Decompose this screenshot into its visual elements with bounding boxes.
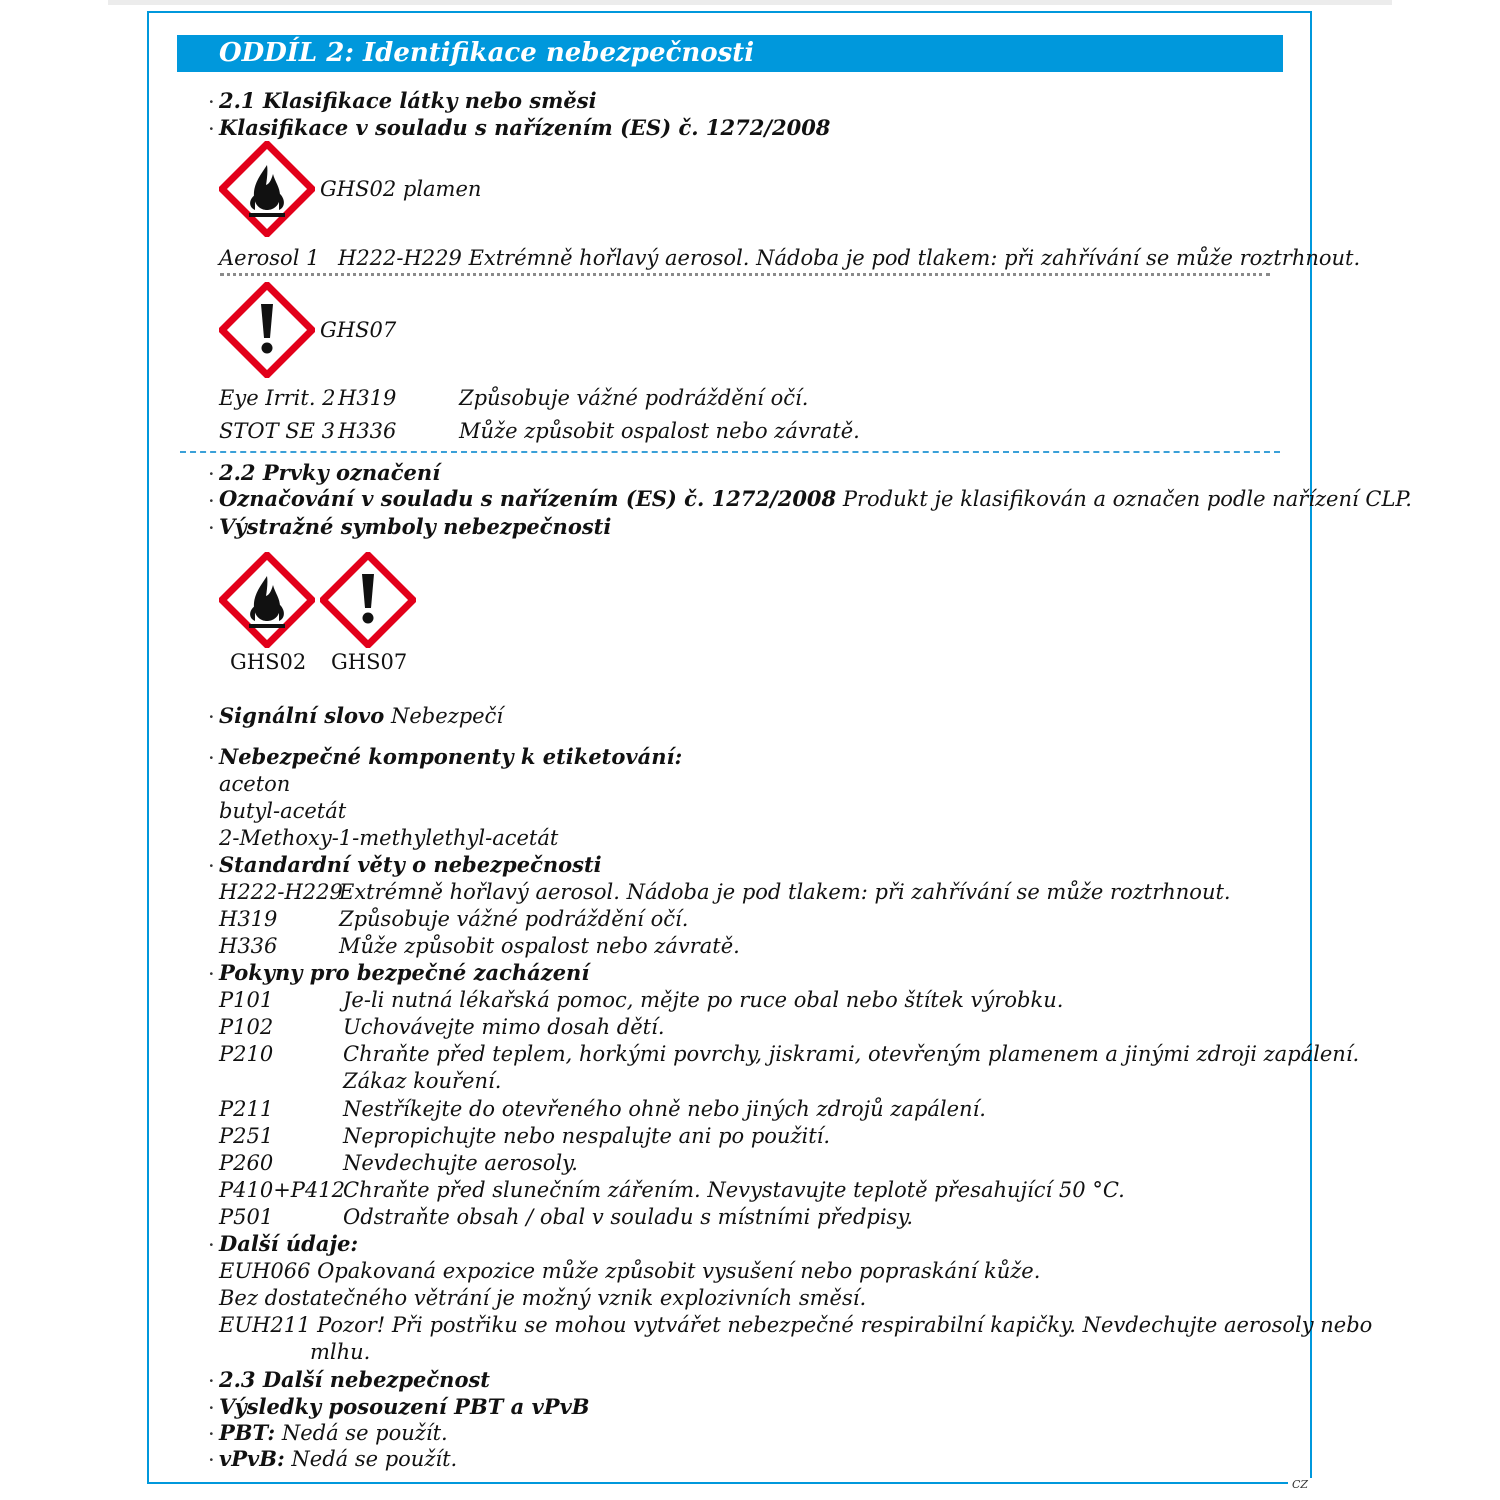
section-header (177, 35, 1283, 72)
precaution-code: P102 (219, 1015, 274, 1039)
bullet: · (208, 462, 215, 486)
exclamation-pictogram-icon (320, 552, 416, 648)
bullet: · (208, 962, 215, 986)
hazard-code: H336 (219, 934, 278, 958)
class-row-2-class: STOT SE 3 (219, 419, 336, 443)
hazard-text: Extrémně hořlavý aerosol. Nádoba je pod tlakem: při zahřívání se může roztrhnout. (339, 880, 1231, 904)
aerosol-class: Aerosol 1 (219, 246, 320, 270)
flame-pictogram-icon (219, 141, 315, 237)
flame-pictogram-icon (219, 552, 315, 648)
hazard-text: Může způsobit ospalost nebo závratě. (339, 934, 740, 958)
class-row-2-text: Může způsobit ospalost nebo závratě. (459, 419, 860, 443)
signal-word-value: Nebezpečí (390, 704, 504, 728)
pictogram-label-ghs07: GHS07 (320, 318, 397, 342)
component-item: aceton (219, 772, 291, 796)
other-info-line: EUH211 Pozor! Při postřiku se mohou vytvářet nebezpečné respirabilní kapičky. Nevdechujte aerosoly nebo (219, 1313, 1373, 1337)
class-row-1-class: Eye Irrit. 2 (219, 386, 336, 410)
pbt-heading: Výsledky posouzení PBT a vPvB (219, 1394, 590, 1419)
bullet: · (208, 854, 215, 878)
precaution-code: P260 (219, 1151, 274, 1175)
precaution-code: P210 (219, 1042, 274, 1066)
precaution-code: P251 (219, 1124, 274, 1148)
labelling-text: Produkt je klasifikován a označen podle nařízení CLP. (842, 487, 1412, 511)
precaution-text: Uchovávejte mimo dosah dětí. (343, 1015, 665, 1039)
vpvb-value: Nedá se použít. (291, 1447, 458, 1471)
bullet: · (208, 1233, 215, 1257)
precaution-text: Odstraňte obsah / obal v souladu s místními předpisy. (343, 1205, 914, 1229)
pbt-value: Nedá se použít. (281, 1421, 448, 1445)
bullet: · (208, 90, 215, 114)
dashed-separator (180, 451, 1280, 453)
precaution-text: Je-li nutná lékařská pomoc, mějte po ruce obal nebo štítek výrobku. (343, 988, 1064, 1012)
precaution-text: Chraňte před slunečním zářením. Nevystavujte teplotě přesahující 50 °C. (343, 1178, 1125, 1202)
exclamation-pictogram-icon (219, 282, 315, 378)
components-heading: Nebezpečné komponenty k etiketování: (219, 744, 683, 769)
aerosol-hazard-text: H222-H229 Extrémně hořlavý aerosol. Nádoba je pod tlakem: při zahřívání se může roztrhnout. (338, 246, 1361, 270)
bullet: · (208, 516, 215, 540)
bullet: · (208, 1396, 215, 1420)
hazard-text: Způsobuje vážné podráždění očí. (339, 907, 689, 931)
hazard-code: H319 (219, 907, 278, 931)
other-info-line: Bez dostatečného větrání je možný vznik explozivních směsí. (219, 1286, 867, 1310)
class-row-1-code: H319 (338, 386, 397, 410)
vpvb-line (219, 1446, 457, 1472)
component-item: butyl-acetát (219, 799, 347, 823)
hazard-code: H222-H229 (219, 880, 343, 904)
component-item: 2-Methoxy-1-methylethyl-acetát (219, 826, 559, 850)
other-info-line: EUH066 Opakovaná expozice může způsobit vysušení nebo popraskání kůže. (219, 1259, 1041, 1283)
class-row-2-code: H336 (338, 419, 397, 443)
heading-2-1: 2.1 Klasifikace látky nebo směsi (219, 88, 597, 113)
precaution-text: Nestříkejte do otevřeného ohně nebo jiných zdrojů zapálení. (343, 1097, 986, 1121)
hazard-statements-heading: Standardní věty o nebezpečnosti (219, 852, 602, 877)
other-info-heading: Další údaje: (219, 1231, 359, 1256)
signal-word-line (219, 703, 503, 729)
signal-word-label: Signální slovo (219, 703, 385, 728)
symbols-heading: Výstražné symboly nebezpečnosti (219, 514, 612, 539)
bullet: · (208, 1422, 215, 1446)
precaution-text: Nepropichujte nebo nespalujte ani po použití. (343, 1124, 831, 1148)
precaution-code: P211 (219, 1097, 274, 1121)
pictogram-label-ghs02: GHS02 plamen (320, 177, 482, 201)
language-tag: CZ (1288, 1478, 1312, 1491)
vpvb-label: vPvB: (219, 1446, 285, 1471)
bullet: · (208, 489, 215, 513)
precaution-text-continued: Zákaz kouření. (343, 1069, 502, 1093)
top-strip (108, 0, 1392, 5)
other-info-line-continued: mlhu. (310, 1340, 371, 1364)
class-row-1-text: Způsobuje vážné podráždění očí. (459, 386, 809, 410)
bullet: · (208, 1369, 215, 1393)
bullet: · (208, 117, 215, 141)
section-title: ODDÍL 2: Identifikace nebezpečnosti (219, 38, 755, 68)
precaution-code: P410+P412 (219, 1178, 346, 1202)
pbt-label: PBT: (219, 1420, 276, 1445)
bullet: · (208, 746, 215, 770)
pbt-line (219, 1420, 448, 1446)
bullet: · (208, 705, 215, 729)
heading-2-3: 2.3 Další nebezpečnost (219, 1367, 490, 1392)
labelling-line (219, 486, 1412, 512)
pictogram-caption-ghs07: GHS07 (331, 650, 408, 674)
labelling-heading: Označování v souladu s nařízením (ES) č. 1272/2008 (219, 486, 837, 511)
precaution-code: P101 (219, 988, 274, 1012)
precaution-text: Chraňte před teplem, horkými povrchy, jiskrami, otevřeným plamenem a jinými zdroji zapálení. (343, 1042, 1360, 1066)
precaution-text: Nevdechujte aerosoly. (343, 1151, 578, 1175)
precaution-code: P501 (219, 1205, 274, 1229)
precautions-heading: Pokyny pro bezpečné zacházení (219, 960, 590, 985)
classification-heading: Klasifikace v souladu s nařízením (ES) č. 1272/2008 (219, 115, 831, 140)
dotted-separator (220, 273, 1270, 276)
pictogram-caption-ghs02: GHS02 (230, 650, 307, 674)
bullet: · (208, 1448, 215, 1472)
heading-2-2: 2.2 Prvky označení (219, 460, 441, 485)
